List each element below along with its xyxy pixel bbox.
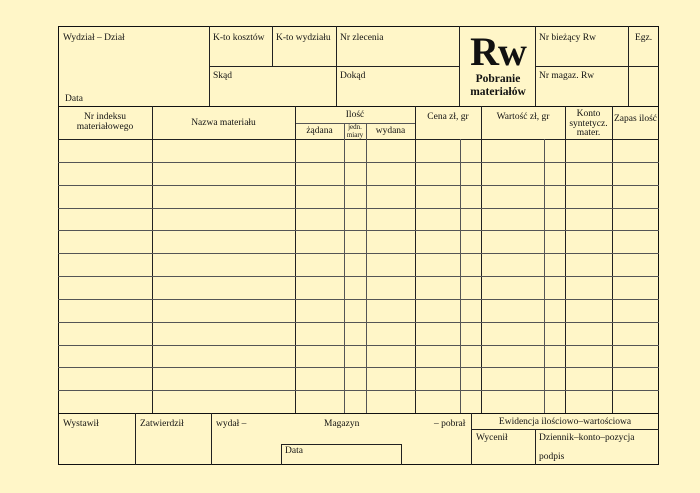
col-header-wydana: wydana <box>375 126 406 136</box>
footer-divider-4 <box>535 429 536 465</box>
egz-label: Egz. <box>635 33 653 43</box>
wydal-label: wydał – <box>216 419 247 429</box>
col-header-jedn-miary: jedn. miary <box>346 123 364 139</box>
column-header-bottom-line <box>58 139 659 140</box>
row-line <box>58 322 659 323</box>
dokad-label: Dokąd <box>340 71 366 81</box>
wystawil-label: Wystawił <box>63 419 99 429</box>
row-line <box>58 276 659 277</box>
nr-magaz-label: Nr magaz. Rw <box>539 71 595 81</box>
col-divider-wydana <box>366 123 367 413</box>
pobral-label: – pobrał <box>434 419 466 429</box>
header-bottom-line <box>58 106 659 107</box>
magazyn-label: Magazyn <box>324 419 360 429</box>
wycenil-label: Wycenił <box>476 433 508 443</box>
skad-label: Skąd <box>213 71 232 81</box>
zatwierdzil-label: Zatwierdził <box>140 419 184 429</box>
nr-biezacy-label: Nr bieżący Rw <box>539 33 596 43</box>
col-header-nazwa: Nazwa materiału <box>191 118 256 128</box>
header-line-mid <box>209 66 459 67</box>
row-line <box>58 299 659 300</box>
k-to-wydzialu-label: K-to wydziału <box>276 33 331 43</box>
footer-date-label: Data <box>285 446 303 456</box>
row-line <box>58 367 659 368</box>
col-header-wartosc: Wartość zł, gr <box>496 112 550 122</box>
footer-top-line <box>58 413 659 414</box>
row-line <box>58 185 659 186</box>
footer-ewidencja-line <box>471 429 659 430</box>
row-line <box>58 230 659 231</box>
document-title: Pobranie materiałów <box>470 73 526 98</box>
col-header-konto: Konto syntetycz. mater. <box>569 109 608 138</box>
ewidencja-label: Ewidencja ilościowo–wartościowa <box>498 417 632 427</box>
row-line <box>58 345 659 346</box>
nr-zlecenia-label: Nr zlecenia <box>340 33 384 43</box>
col-header-nr-indeksu: Nr indeksu materiałowego <box>76 112 134 132</box>
col-divider-jedn <box>344 123 345 413</box>
header-divider-3 <box>336 26 337 106</box>
header-line-mid-right <box>535 66 659 67</box>
col-header-ilosc: Ilość <box>345 110 365 120</box>
header-divider-1 <box>209 26 210 106</box>
row-line <box>58 162 659 163</box>
footer-divider-1 <box>135 413 136 465</box>
col-header-zadana: żądana <box>306 126 333 136</box>
col-header-zapas: Zapas ilość <box>613 114 657 124</box>
header-date-label: Data <box>65 94 83 104</box>
k-to-kosztow-label: K-to kosztów <box>213 33 265 43</box>
footer-divider-2 <box>211 413 212 465</box>
dziennik-label: Dziennik–konto–pozycja <box>539 433 635 443</box>
podpis-label: podpis <box>539 452 565 462</box>
form-border <box>58 26 659 465</box>
document-code: Rw <box>470 29 526 74</box>
wydzial-dzial-label: Wydział – Dział <box>63 33 125 43</box>
row-line <box>58 253 659 254</box>
row-line <box>58 390 659 391</box>
row-line <box>58 208 659 209</box>
header-divider-2 <box>272 26 273 66</box>
col-header-cena: Cena zł, gr <box>427 112 469 122</box>
header-divider-6 <box>628 26 629 106</box>
